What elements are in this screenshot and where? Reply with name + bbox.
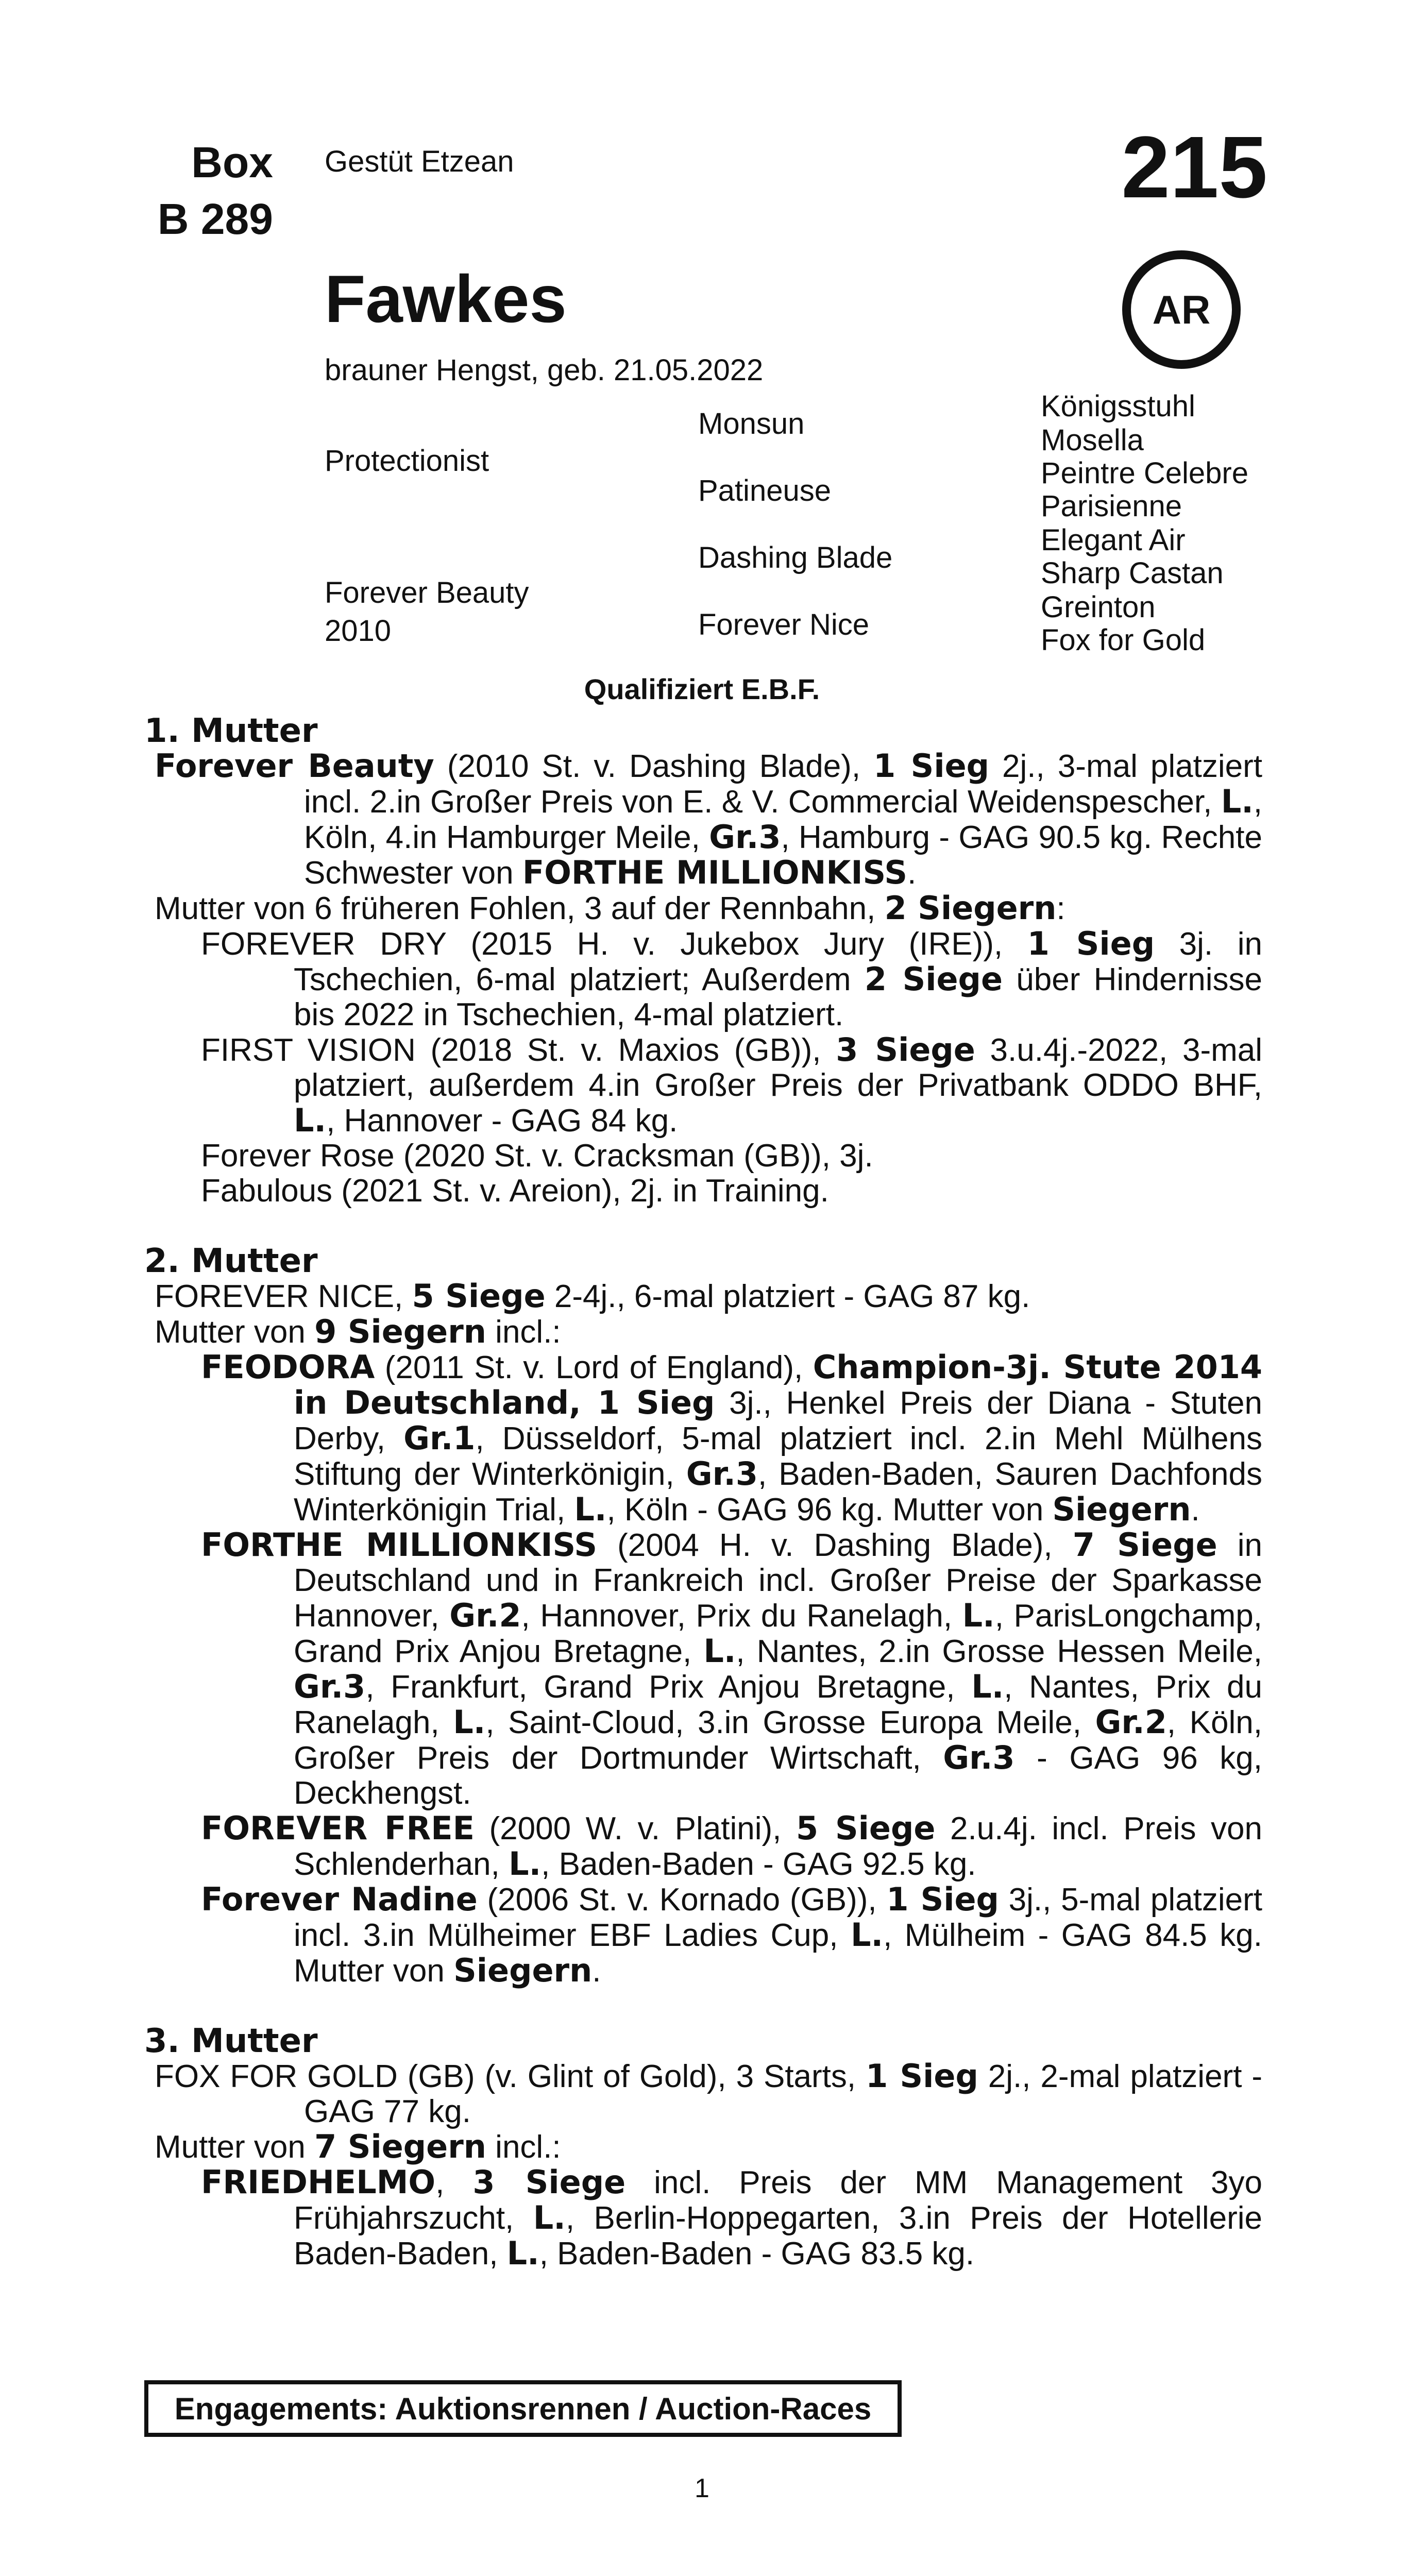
text: , Frankfurt, Grand Prix Anjou Bretagne, [365, 1669, 972, 1705]
race-grade: L. [971, 1668, 1004, 1705]
mutter2-heading: 2. Mutter [144, 1242, 318, 1280]
text: (2006 St. v. Kornado (GB)), [477, 1882, 887, 1918]
text: 3.u.4j.-2022, 3-mal platziert, außerdem 4.in Großer Preis der Privatbank ODDO BHF, [294, 1032, 1262, 1103]
pedigree-dam-dam: Forever Nice [698, 608, 869, 641]
text: - GAG 96 kg, Deckhengst. [294, 1740, 1262, 1811]
winners: 2 Siegern [884, 889, 1057, 927]
ar-badge-label: AR [1152, 286, 1211, 332]
mutter1-produce [155, 891, 1262, 926]
text: FOX FOR GOLD (GB) (v. Glint of Gold), 3 Starts, [155, 2059, 866, 2094]
pedigree-gen3-8: Fox for Gold [1041, 623, 1206, 657]
foal-fabulous: Fabulous (2021 St. v. Areion), 2j. in Training. [201, 1173, 829, 1209]
text: : [1056, 891, 1065, 926]
foal-name: FRIEDHELMO [201, 2163, 436, 2201]
text: , Nantes, Prix du Ranelagh, [294, 1669, 1263, 1740]
foal-name: Forever Nadine [201, 1880, 478, 1918]
breeder: Gestüt Etzean [325, 145, 514, 178]
mutter1-entry [155, 749, 1262, 891]
race-grade: L. [1221, 783, 1254, 820]
text: , Köln, 4.in Hamburger Meile, [304, 784, 1262, 855]
text: Mutter von 6 früheren Fohlen, 3 auf der Rennbahn, [155, 891, 885, 926]
foal-forever-free [201, 1811, 1262, 1882]
text: 2j., 2-mal platziert - GAG 77 kg. [304, 2059, 1262, 2129]
wins: 5 Siege [412, 1277, 546, 1315]
pedigree-gen3-1: Königsstuhl [1041, 389, 1195, 423]
pedigree-sire: Protectionist [325, 444, 489, 478]
text: 2j., 3-mal platziert incl. 2.in Großer Preis von E. & V. Commercial Weidenspescher, [304, 749, 1262, 820]
wins: 1 Sieg [866, 2057, 978, 2095]
race-grade: Gr.1 [403, 1419, 476, 1457]
text: FIRST VISION (2018 St. v. Maxios (GB)), [201, 1032, 836, 1068]
text: , Baden-Baden, Sauren Dachfonds Winterkönigin Trial, [294, 1456, 1262, 1528]
sibling-name: FORTHE MILLIONKISS [522, 854, 908, 891]
box-label: Box [191, 138, 273, 187]
race-grade: Gr.3 [686, 1455, 758, 1493]
mutter2-entry [155, 1279, 1262, 1314]
text: , Hannover - GAG 84 kg. [326, 1103, 678, 1139]
foal-forever-rose: Forever Rose (2020 St. v. Cracksman (GB)), 3j. [201, 1138, 873, 1174]
race-grade: Gr.2 [1095, 1703, 1167, 1741]
race-grade: Gr.2 [449, 1597, 521, 1634]
text: , Hamburg - GAG 90.5 kg. Rechte Schwester von [304, 820, 1262, 891]
text: in Deutschland und in Frankreich incl. Großer Preise der Sparkasse Hannover, [294, 1528, 1262, 1634]
pedigree-dam-sire: Dashing Blade [698, 541, 893, 574]
pedigree-text [144, 714, 1262, 2272]
foal-name: FEODORA [201, 1348, 375, 1386]
text: 3j., Henkel Preis der Diana - Stuten Derby, [294, 1385, 1262, 1456]
text: FOREVER NICE, [155, 1279, 412, 1314]
race-grade: L. [574, 1490, 607, 1528]
text: , Köln - GAG 96 kg. Mutter von [606, 1492, 1053, 1528]
pedigree-gen3-5: Elegant Air [1041, 523, 1186, 557]
text: incl.: [486, 2129, 561, 2165]
text: (2010 St. v. Dashing Blade), [434, 749, 874, 784]
race-grade: Gr.3 [943, 1739, 1015, 1776]
qualification: Qualifiziert E.B.F. [584, 673, 820, 705]
race-grade: L. [703, 1632, 736, 1670]
text: 2.u.4j. incl. Preis von Schlenderhan, [294, 1811, 1262, 1882]
ar-badge [1122, 250, 1241, 369]
pedigree-gen3-4: Parisienne [1041, 489, 1182, 523]
box-number: B 289 [157, 195, 273, 243]
foal-name: FOREVER FREE [201, 1809, 475, 1847]
winners: Siegern [1052, 1490, 1191, 1528]
mutter1-heading: 1. Mutter [144, 712, 318, 750]
winners: 9 Siegern [314, 1313, 486, 1350]
mutter2-produce [155, 1314, 1262, 1350]
winners: 7 Siegern [314, 2128, 486, 2165]
foal-forever-dry [201, 926, 1262, 1032]
text: 3j. in Tschechien, 6-mal platziert; Außerdem [294, 926, 1262, 997]
race-grade: Gr.3 [294, 1668, 366, 1705]
dam-name: Forever Beauty [155, 747, 434, 785]
text: incl. Preis der MM Management 3yo Frühjahrszucht, [294, 2165, 1263, 2236]
text: , Köln, Großer Preis der Dortmunder Wirtschaft, [294, 1705, 1262, 1776]
horse-name: Fawkes [325, 261, 567, 336]
mutter3-heading: 3. Mutter [144, 2022, 318, 2060]
text: , Hannover, Prix du Ranelagh, [521, 1598, 962, 1634]
text: über Hindernisse bis 2022 in Tschechien, 4-mal platziert. [294, 962, 1262, 1032]
wins: 3 Siege [836, 1031, 975, 1069]
lot-number: 215 [1121, 118, 1267, 216]
wins: Champion-3j. Stute 2014 in Deutschland, 1 Sieg [294, 1348, 1262, 1421]
race-grade: L. [509, 1845, 542, 1883]
text: , Saint-Cloud, 3.in Grosse Europa Meile, [485, 1705, 1095, 1740]
text: , Mülheim - GAG 84.5 kg. Mutter von [294, 1918, 1263, 1989]
pedigree-dam-year: 2010 [325, 614, 392, 648]
text: 3j., 5-mal platziert incl. 3.in Mülheimer EBF Ladies Cup, [294, 1882, 1262, 1953]
foal-first-vision [201, 1032, 1262, 1139]
pedigree-gen3-2: Mosella [1041, 423, 1144, 457]
pedigree-gen3-7: Greinton [1041, 590, 1156, 624]
winners: Siegern [453, 1952, 593, 1989]
wins: 1 Sieg [1027, 925, 1155, 962]
race-grade: L. [506, 2234, 539, 2272]
foal-name: FORTHE MILLIONKISS [201, 1526, 598, 1564]
foal-forthe-millionkiss [201, 1528, 1262, 1811]
wins: 2 Siege [864, 960, 1003, 998]
engagements-box [144, 2380, 902, 2437]
text: (2000 W. v. Platini), [474, 1811, 796, 1846]
foal-forever-nadine [201, 1882, 1262, 1989]
mutter3-produce [155, 2129, 1262, 2165]
pedigree-gen3-6: Sharp Castan [1041, 556, 1224, 590]
text: Mutter von [155, 2129, 315, 2165]
text: , Berlin-Hoppegarten, 3.in Preis der Hotellerie Baden-Baden, [294, 2200, 1262, 2272]
race-grade: Gr.3 [709, 818, 781, 856]
wins: 1 Sieg [886, 1880, 999, 1918]
text: , ParisLongchamp, Grand Prix Anjou Bretagne, [294, 1598, 1262, 1669]
wins: 7 Siege [1072, 1526, 1217, 1564]
wins: 3 Siege [472, 2163, 626, 2201]
text: FOREVER DRY (2015 H. v. Jukebox Jury (IRE)), [201, 926, 1027, 962]
wins: 5 Siege [796, 1809, 936, 1847]
foal-feodora [201, 1350, 1262, 1528]
race-grade: L. [453, 1703, 486, 1741]
text: 2-4j., 6-mal platziert - GAG 87 kg. [545, 1279, 1030, 1314]
race-grade: L. [851, 1916, 884, 1954]
text: , Düsseldorf, 5-mal platziert incl. 2.in Mehl Mülhens Stiftung der Winterkönigin, [294, 1421, 1262, 1492]
pedigree-dam: Forever Beauty [325, 576, 529, 609]
mutter3-entry [155, 2059, 1262, 2129]
text: incl.: [486, 1314, 561, 1350]
text: . [907, 855, 917, 891]
text: (2011 St. v. Lord of England), [375, 1350, 813, 1385]
foal-friedhelmo [201, 2165, 1262, 2272]
race-grade: L. [294, 1101, 327, 1139]
text: . [1191, 1492, 1200, 1528]
text: , [435, 2165, 473, 2200]
text: Mutter von [155, 1314, 315, 1350]
wins: 1 Sieg [873, 747, 989, 785]
race-grade: L. [962, 1597, 995, 1634]
page-number: 1 [695, 2473, 709, 2503]
horse-description: brauner Hengst, geb. 21.05.2022 [325, 353, 764, 387]
pedigree-sire-dam: Patineuse [698, 474, 831, 507]
text: , Nantes, 2.in Grosse Hessen Meile, [736, 1634, 1262, 1669]
text: (2004 H. v. Dashing Blade), [597, 1528, 1073, 1563]
text: , Baden-Baden - GAG 83.5 kg. [539, 2236, 975, 2272]
pedigree-sire-sire: Monsun [698, 407, 805, 440]
text: . [592, 1953, 601, 1989]
engagements-label: Engagements: Auktionsrennen / Auction-Races [174, 2391, 872, 2426]
race-grade: L. [533, 2199, 566, 2236]
pedigree-gen3-3: Peintre Celebre [1041, 456, 1248, 490]
text: , Baden-Baden - GAG 92.5 kg. [541, 1846, 976, 1882]
